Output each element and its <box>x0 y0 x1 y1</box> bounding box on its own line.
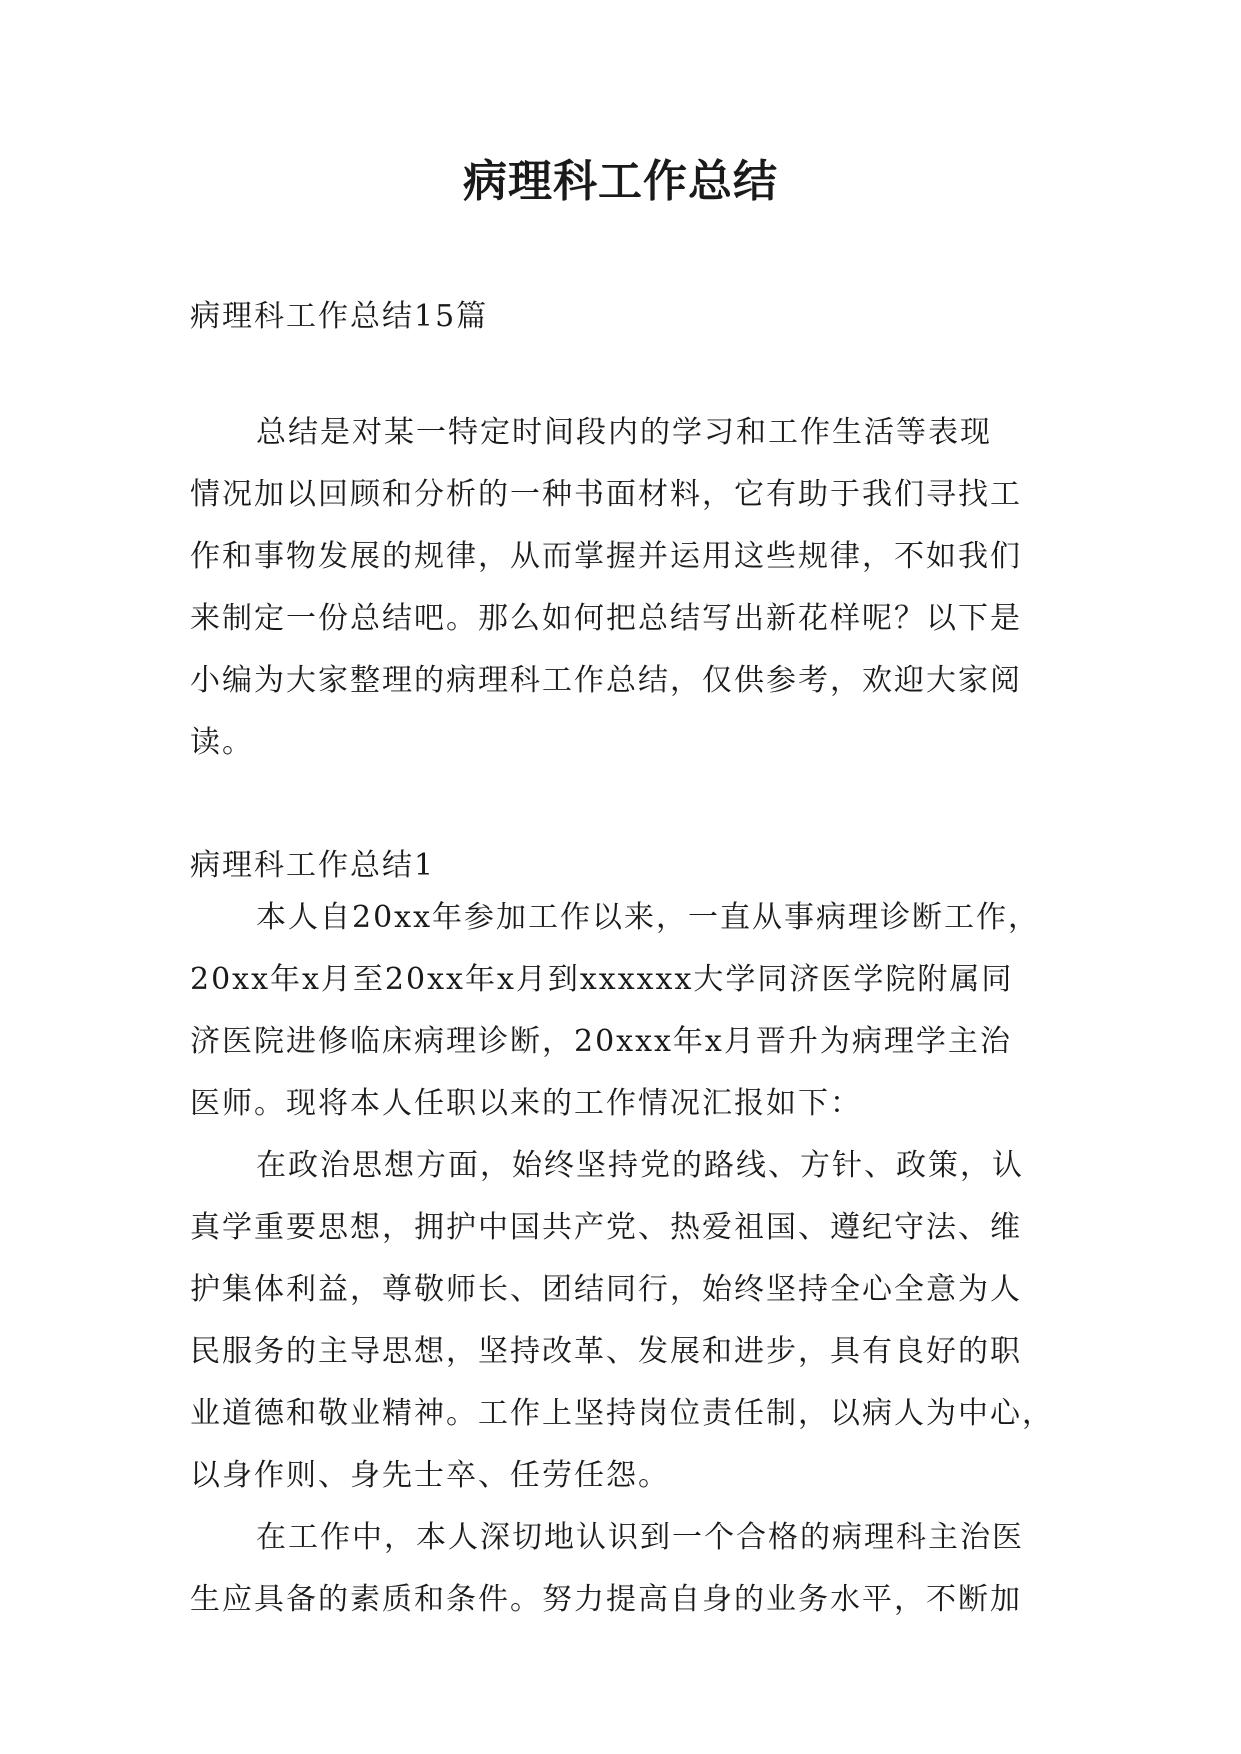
section-line: 济医院进修临床病理诊断，20xxx年x月晋升为病理学主治 <box>190 1024 1012 1059</box>
intro-line: 读。 <box>190 725 254 760</box>
intro-line: 小编为大家整理的病理科工作总结，仅供参考，欢迎大家阅 <box>190 663 1022 698</box>
intro-line: 情况加以回顾和分析的一种书面材料，它有助于我们寻找工 <box>190 477 1022 512</box>
intro-paragraph <box>190 402 1070 774</box>
intro-line: 作和事物发展的规律，从而掌握并运用这些规律，不如我们 <box>190 539 1022 574</box>
section-line: 真学重要思想，拥护中国共产党、热爱祖国、遵纪守法、维 <box>190 1210 1022 1245</box>
section-line: 业道德和敬业精神。工作上坚持岗位责任制，以病人为中心， <box>190 1396 1054 1431</box>
section-body <box>190 887 1070 1631</box>
section-line: 生应具备的素质和条件。努力提高自身的业务水平，不断加 <box>190 1582 1022 1617</box>
section-line: 护集体利益，尊敬师长、团结同行，始终坚持全心全意为人 <box>190 1272 1022 1307</box>
document-title: 病理科工作总结 <box>463 156 778 207</box>
intro-line: 总结是对某一特定时间段内的学习和工作生活等表现 <box>256 415 992 450</box>
section-line: 本人自20xx年参加工作以来，一直从事病理诊断工作， <box>256 900 1041 935</box>
section-line: 医师。现将本人任职以来的工作情况汇报如下： <box>190 1086 862 1121</box>
section-line: 民服务的主导思想，坚持改革、发展和进步，具有良好的职 <box>190 1334 1022 1369</box>
section-heading: 病理科工作总结1 <box>190 848 436 883</box>
section-line: 20xx年x月至20xx年x月到xxxxxx大学同济医学院附属同 <box>190 962 1014 997</box>
section-line: 以身作则、身先士卒、任劳任怨。 <box>190 1458 670 1493</box>
section-line: 在政治思想方面，始终坚持党的路线、方针、政策，认 <box>256 1148 1024 1183</box>
intro-line: 来制定一份总结吧。那么如何把总结写出新花样呢？以下是 <box>190 601 1022 636</box>
section-line: 在工作中，本人深切地认识到一个合格的病理科主治医 <box>256 1520 1024 1555</box>
document-subtitle: 病理科工作总结15篇 <box>190 299 489 334</box>
